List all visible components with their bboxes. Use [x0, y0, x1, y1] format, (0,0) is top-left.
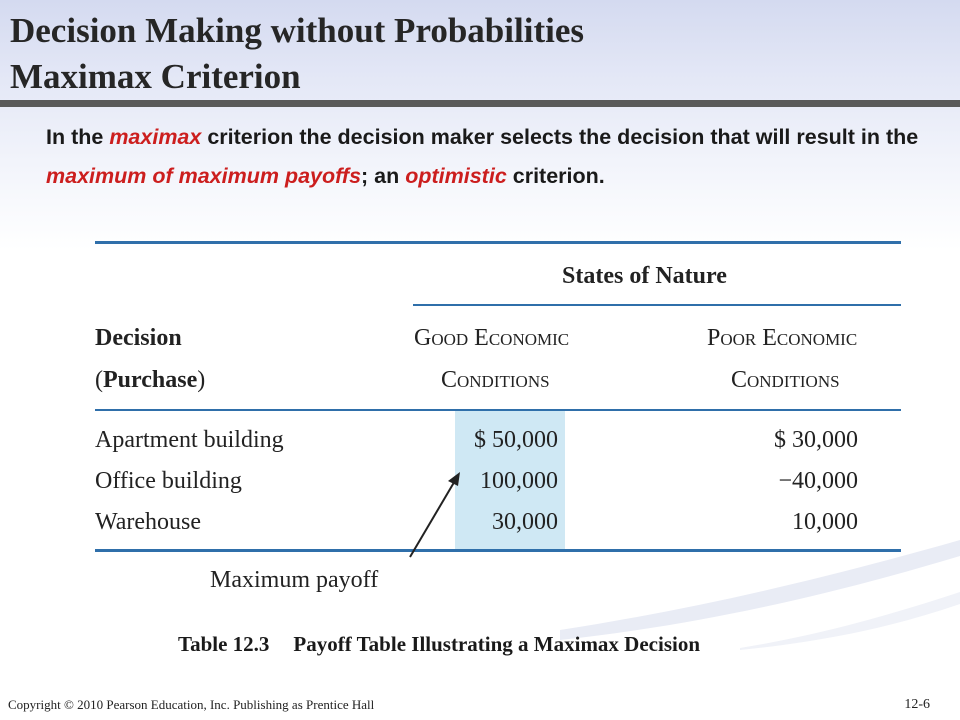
annotation-arrowhead — [448, 472, 460, 486]
table-row-decision: Warehouse — [95, 509, 202, 535]
copyright-footer: Copyright © 2010 Pearson Education, Inc. Publishing as Prentice Hall — [8, 697, 375, 712]
table-caption — [178, 632, 878, 657]
table-row-poor-value: −40,000 — [778, 468, 858, 494]
bullet-text-1: In the — [46, 125, 110, 149]
table-row-decision: Office building — [95, 468, 242, 494]
bullet-text-4: criterion. — [506, 164, 605, 188]
table-row-poor-value: $ 30,000 — [774, 427, 858, 453]
bullet-text-2: criterion the decision maker selects the decision that will result in the — [201, 125, 919, 149]
table-row-poor-value: 10,000 — [792, 509, 858, 535]
table-row-good-value: $ 50,000 — [474, 427, 558, 453]
caption-label: Table 12.3 — [178, 632, 270, 656]
states-header-rule — [413, 304, 901, 306]
slide-title-line-1: Decision Making without Probabilities — [10, 11, 584, 50]
purchase-close-paren: ) — [197, 367, 206, 393]
emphasis-optimistic: optimistic — [405, 164, 507, 188]
annotation-arrow-line — [410, 479, 456, 557]
slide-title-line-2: Maximax Criterion — [10, 57, 301, 96]
page-number: 12-6 — [904, 697, 930, 712]
table-row-good-value: 100,000 — [480, 468, 558, 494]
table-top-rule — [95, 241, 901, 244]
table-row-decision: Apartment building — [95, 427, 284, 453]
states-of-nature-header: States of Nature — [562, 263, 727, 289]
emphasis-maximax: maximax — [109, 125, 202, 149]
bullet-text-3: ; an — [361, 164, 406, 188]
table-row-good-value: 30,000 — [492, 509, 558, 535]
header-bottom-rule — [95, 409, 901, 411]
poor-conditions-header-line-2: Conditions — [731, 367, 840, 393]
emphasis-maximum-of-maximum: maximum of maximum payoffs — [46, 164, 362, 188]
annotation-arrow — [400, 465, 470, 565]
purchase-open-paren: ( — [95, 367, 103, 393]
caption-text: Payoff Table Illustrating a Maximax Decision — [293, 632, 701, 656]
decision-header: Decision — [95, 325, 182, 351]
purchase-label: Purchase — [103, 367, 198, 393]
maximum-payoff-label: Maximum payoff — [210, 567, 379, 593]
poor-conditions-header-line-1: Poor Economic — [707, 325, 858, 351]
good-conditions-header-line-1: Good Economic — [414, 325, 570, 351]
good-conditions-header-line-2: Conditions — [441, 367, 550, 393]
purchase-header — [95, 366, 205, 394]
